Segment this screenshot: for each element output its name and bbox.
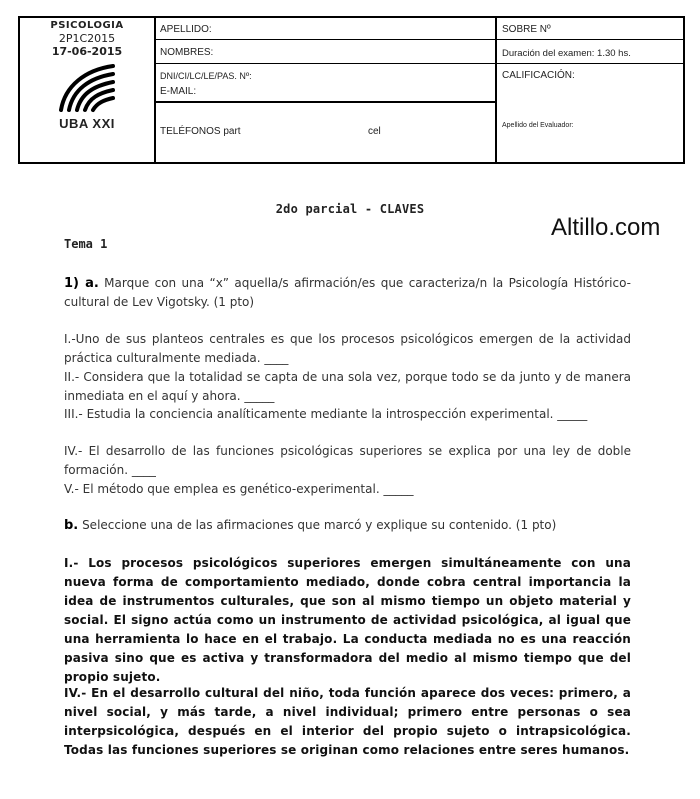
subject-label: PSICOLOGIA: [50, 20, 124, 31]
calificacion-field[interactable]: CALIFICACIÓN:: [502, 70, 575, 81]
option-iv: IV.- El desarrollo de las funciones psicológicas superiores se explica por una ley de doble formación. ____: [64, 444, 631, 477]
exam-code: 2P1C2015: [58, 32, 116, 45]
uba-brand-text: UBA XXI: [59, 116, 115, 131]
answer-paragraph-2: IV.- En el desarrollo cultural del niño, toda función aparece dos veces: primero, a nivel social, y más tarde, a nivel individual; primero entre personas o sea interpsicológica, después en el interior del propio sujeto o intrapsicológica. Todas las funciones superiores se originan como relaciones entre seres humanos.: [64, 686, 631, 757]
question-1b-label: b.: [64, 518, 79, 533]
question-1a-text: Marque con una “x” aquella/s afirmación/es que caracteriza/n la Psicología Histórico-cultural de Lev Vigotsky. (1 pto): [64, 276, 631, 309]
answer-paragraph-1: I.- Los procesos psicológicos superiores emergen simultáneamente con una nueva forma de comportamiento mediado, donde cobra central importancia la idea de instrumentos culturales, que son al mismo tiempo un objeto material y social. El signo actúa como un instrumento de actividad psicológica, al igual que una herramienta lo hace en el trabajo. La conducta mediada no es una reacción pasiva sino que es activa y transformadora del medio al mismo tiempo que del propio sujeto.: [64, 556, 631, 684]
question-1b-text: Seleccione una de las afirmaciones que marcó y explique su contenido. (1 pto): [78, 518, 557, 532]
evaluador-field[interactable]: Apellido del Evaluador:: [502, 122, 574, 129]
email-field[interactable]: E-MAIL:: [156, 82, 495, 102]
telefonos-field[interactable]: [156, 122, 495, 142]
option-iii: III.- Estudia la conciencia analíticamente mediante la introspección experimental. _____: [64, 407, 588, 421]
watermark-text: Altillo.com: [551, 214, 661, 241]
nombres-field[interactable]: NOMBRES:: [156, 40, 495, 64]
question-1b: [64, 516, 631, 535]
cel-label: cel: [368, 126, 381, 137]
option-v: V.- El método que emplea es genético-experimental. _____: [64, 482, 414, 496]
sobre-field[interactable]: SOBRE Nº: [497, 18, 683, 40]
student-fields: [156, 18, 497, 162]
apellido-field[interactable]: APELLIDO:: [156, 18, 495, 40]
option-ii: II.- Considera que la totalidad se capta de una sola vez, porque todo se da junto y de manera inmediata en el aquí y ahora. _____: [64, 370, 631, 403]
dni-field[interactable]: DNI/CI/LC/LE/PAS. Nº:: [160, 71, 252, 81]
page-title: 2do parcial - CLAVES: [275, 202, 425, 216]
option-i: I.-Uno de sus planteos centrales es que los procesos psicológicos emergen de la actividad práctica culturalmente mediada. ____: [64, 332, 631, 365]
divider: [156, 102, 495, 103]
duracion-label: Duración del examen: 1.30 hs.: [497, 40, 683, 64]
uba-logo-block: [20, 18, 156, 162]
question-1a: [64, 274, 631, 312]
telefonos-label: TELÉFONOS part: [160, 126, 241, 137]
question-1a-label: 1) a.: [64, 276, 99, 291]
exam-header-table: [18, 16, 685, 164]
grading-fields: [497, 18, 683, 162]
tema-heading: Tema 1: [64, 237, 108, 251]
uba-logo-icon: [57, 62, 117, 114]
exam-date: 17-06-2015: [51, 45, 123, 58]
